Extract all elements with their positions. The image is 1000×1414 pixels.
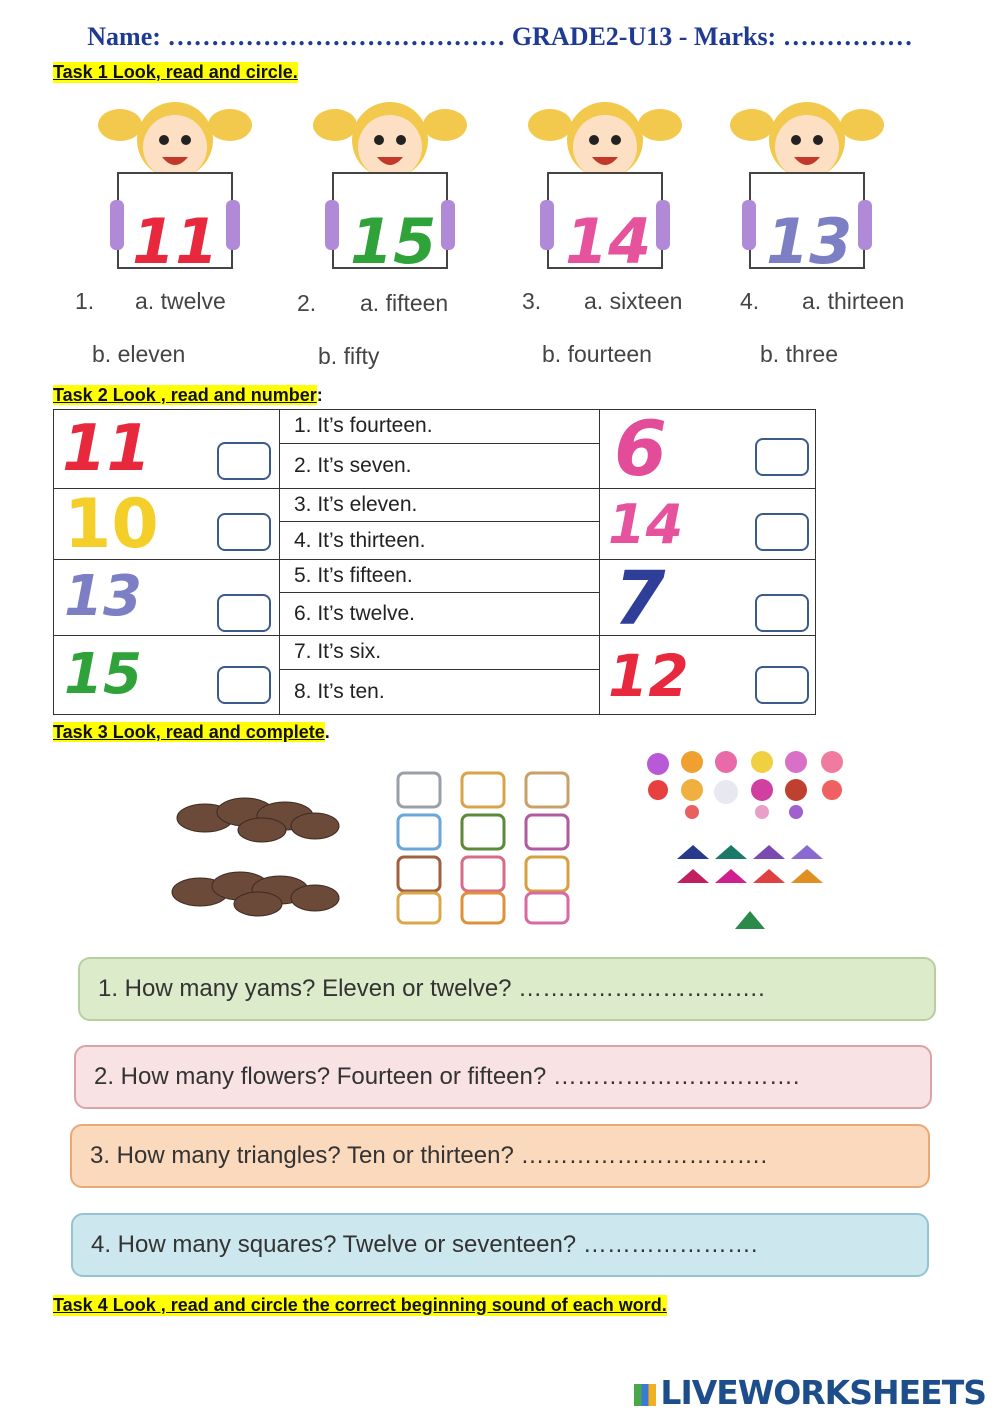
- task2-right-number: 6: [614, 404, 667, 493]
- task3-title: Task 3 Look, read and complete: [53, 722, 325, 742]
- task2-answer-box[interactable]: [755, 513, 809, 551]
- task2-title-tail: :: [316, 385, 323, 405]
- task2-answer-box[interactable]: [755, 666, 809, 704]
- task2-title: Task 2 Look , read and number: [53, 385, 317, 405]
- task1-title: Task 1 Look, read and circle.: [53, 62, 298, 82]
- yams-picture: [170, 780, 345, 925]
- logo-icon: [634, 1384, 656, 1406]
- sign-number-2: 15: [350, 205, 437, 278]
- task1-item-1-option-b[interactable]: b. eleven: [92, 341, 186, 367]
- task2-sentence: 7. It’s six.: [280, 636, 600, 670]
- task1-item-2-option-b[interactable]: b. fifty: [318, 343, 380, 369]
- task3-question-2[interactable]: 2. How many flowers? Fourteen or fifteen? ………………………….: [74, 1045, 932, 1109]
- task2-sentence: 2. It’s seven.: [280, 443, 600, 488]
- task1-item-4-index: 4.: [740, 288, 760, 314]
- sign-number-3: 14: [565, 205, 652, 278]
- task2-right-number: 12: [608, 642, 689, 710]
- task2-answer-box[interactable]: [217, 513, 271, 551]
- task2-sentence: 4. It’s thirteen.: [280, 522, 600, 560]
- logo-text: LIVEWORKSHEETS: [660, 1373, 986, 1412]
- squares-picture: [390, 765, 585, 930]
- task2-left-cell: [54, 485, 280, 564]
- task1-item-1-index: 1.: [75, 288, 95, 314]
- sign-number-1: 11: [132, 205, 219, 278]
- task1-item-3-option-b[interactable]: b. fourteen: [542, 341, 652, 367]
- task2-left-number: 10: [64, 485, 159, 564]
- task1-item-3-index: 3.: [522, 288, 542, 314]
- task2-table: [53, 404, 816, 715]
- task1-item-1-option-a[interactable]: a. twelve: [135, 288, 226, 314]
- liveworksheets-logo: [634, 1373, 986, 1412]
- task3-question-4[interactable]: 4. How many squares? Twelve or seventeen? ………………….: [71, 1213, 929, 1277]
- task2-sentence: 3. It’s eleven.: [280, 489, 600, 522]
- task2-left-cell: [54, 560, 280, 636]
- task2-answer-box[interactable]: [755, 438, 809, 476]
- task2-right-number: 7: [614, 556, 666, 642]
- task2-answer-box[interactable]: [755, 594, 809, 632]
- task3-question-1[interactable]: 1. How many yams? Eleven or twelve? ………………………….: [78, 957, 936, 1021]
- task3-question-3[interactable]: 3. How many triangles? Ten or thirteen? ………………………….: [70, 1124, 930, 1188]
- task3-title-tail: .: [324, 722, 330, 742]
- task2-right-cell: [600, 556, 816, 642]
- task1-item-2-option-a[interactable]: a. fifteen: [360, 290, 449, 316]
- task2-right-cell: [600, 489, 816, 560]
- task2-left-cell: [54, 410, 280, 489]
- task2-row: [54, 636, 816, 670]
- task2-sentence: 8. It’s ten.: [280, 669, 600, 714]
- task4-title: Task 4 Look , read and circle the correct beginning sound of each word.: [53, 1295, 667, 1315]
- task2-right-cell: [600, 404, 816, 493]
- task1-item-4-option-a[interactable]: a. thirteen: [802, 288, 905, 314]
- task2-sentence: 1. It’s fourteen.: [280, 410, 600, 444]
- task2-left-number: 11: [62, 412, 152, 486]
- task3-title-row: [53, 722, 330, 743]
- task2-left-cell: [54, 636, 280, 715]
- task2-answer-box[interactable]: [217, 442, 271, 480]
- task2-row: [54, 560, 816, 593]
- task1-item-2-index: 2.: [297, 290, 317, 316]
- task1-item-4-option-b[interactable]: b. three: [760, 341, 838, 367]
- flowers-picture: [640, 750, 860, 820]
- task2-sentence: 6. It’s twelve.: [280, 593, 600, 636]
- sign-number-4: 13: [766, 205, 853, 278]
- task2-answer-box[interactable]: [217, 594, 271, 632]
- task2-right-cell: [600, 636, 816, 715]
- task1-item-3-option-a[interactable]: a. sixteen: [584, 288, 683, 314]
- task2-left-number: 13: [64, 564, 142, 629]
- task2-answer-box[interactable]: [217, 666, 271, 704]
- task2-sentence: 5. It’s fifteen.: [280, 560, 600, 593]
- worksheet-header: Name: ………………………………… GRADE2-U13 - Marks: ……………: [87, 22, 913, 51]
- triangles-picture: [675, 843, 835, 933]
- task2-row: [54, 489, 816, 522]
- task2-left-number: 15: [64, 642, 142, 707]
- task2-title-row: [53, 385, 323, 406]
- task2-right-number: 14: [608, 493, 684, 556]
- task2-row: [54, 410, 816, 444]
